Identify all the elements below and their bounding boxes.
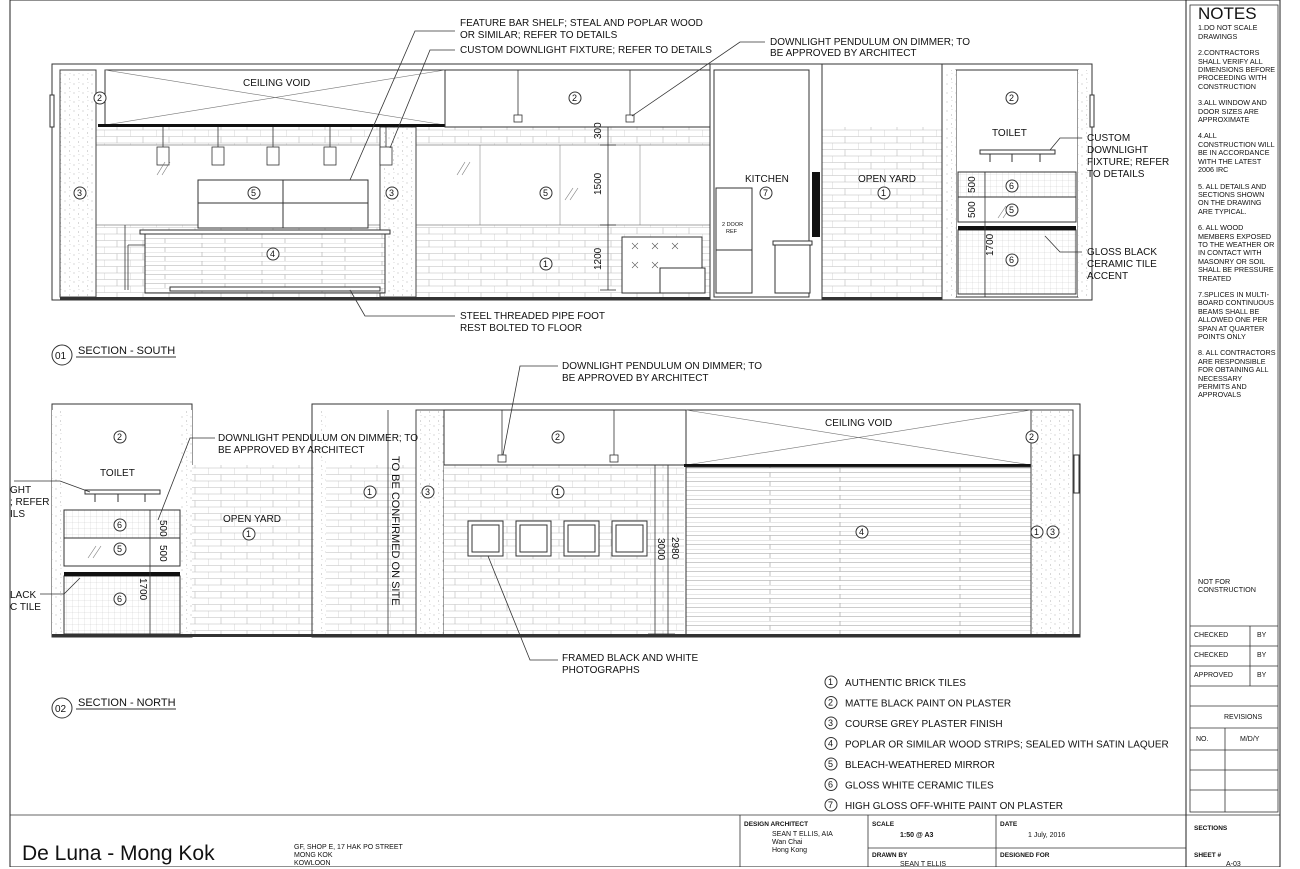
tag bbox=[1047, 526, 1059, 538]
tag bbox=[540, 258, 552, 270]
callout-gloss-1: GLOSS BLACK bbox=[1087, 247, 1158, 258]
architect-name: SEAN T ELLIS, AIA bbox=[772, 831, 833, 838]
dim-south-5: 500 bbox=[967, 201, 978, 218]
approved-label: APPROVED bbox=[1194, 672, 1233, 679]
dim-south-1: 300 bbox=[593, 122, 604, 139]
tag bbox=[422, 486, 434, 498]
by-label-3: BY bbox=[1257, 672, 1267, 679]
revision-no-label: NO. bbox=[1196, 736, 1209, 743]
section-south-title: SECTION - SOUTH bbox=[78, 345, 176, 357]
callout-custom-2: DOWNLIGHT bbox=[1087, 145, 1149, 156]
dim-north-4: 3000 bbox=[655, 538, 666, 561]
note-7: 7.SPLICES IN MULTI-BOARD CONTINUOUS BEAMS SHALL BE ALLOWED ONE PER SPAN AT QUARTER POINTS ONLY bbox=[1198, 289, 1274, 341]
architect-region: Hong Kong bbox=[772, 847, 808, 854]
svg-text:3: 3 bbox=[77, 188, 83, 198]
materials-legend bbox=[825, 676, 1169, 812]
tag bbox=[1006, 204, 1018, 216]
label-open-yard-north: OPEN YARD bbox=[223, 514, 281, 525]
address-line-1: GF, SHOP E, 17 HAK PO STREET bbox=[294, 844, 403, 851]
note-8: 8. ALL CONTRACTORS ARE RESPONSIBLE FOR OBTAINING ALL NECESSARY PERMITS AND APPROVALS bbox=[1198, 348, 1276, 400]
callout-gloss-3: ACCENT bbox=[1087, 271, 1129, 282]
sheet-number: A-03 bbox=[1226, 861, 1241, 868]
tag bbox=[114, 593, 126, 605]
designed-for-label: DESIGNED FOR bbox=[1000, 852, 1050, 859]
label-kitchen: KITCHEN bbox=[745, 174, 789, 185]
dim-north-5: 2980 bbox=[669, 537, 680, 560]
revisions-label: REVISIONS bbox=[1224, 714, 1263, 721]
svg-text:4: 4 bbox=[270, 249, 276, 259]
legend-item-number: 7 bbox=[828, 800, 834, 810]
svg-text:3: 3 bbox=[425, 487, 431, 497]
section-north-number: 02 bbox=[55, 704, 67, 715]
dim-south-4: 500 bbox=[967, 176, 978, 193]
svg-text:7: 7 bbox=[763, 188, 769, 198]
drawn-by-label: DRAWN BY bbox=[872, 852, 908, 859]
legend-item-number: 5 bbox=[828, 759, 834, 769]
svg-text:2: 2 bbox=[1009, 93, 1015, 103]
legend-item-number: 4 bbox=[828, 738, 834, 749]
svg-text:1: 1 bbox=[1034, 527, 1040, 537]
legend-item bbox=[825, 676, 966, 689]
notes-title: NOTES bbox=[1198, 4, 1257, 23]
legend-item-label: AUTHENTIC BRICK TILES bbox=[845, 678, 966, 689]
section-north-label bbox=[52, 697, 176, 718]
tag bbox=[1006, 180, 1018, 192]
callout-cut-1: GHT bbox=[10, 485, 32, 496]
legend-item-label: POPLAR OR SIMILAR WOOD STRIPS; SEALED WITH SATIN LAQUER bbox=[845, 739, 1169, 751]
label-fridge-1: 2 DOOR bbox=[722, 222, 744, 228]
checked-label-2: CHECKED bbox=[1194, 652, 1229, 659]
tag bbox=[1006, 254, 1018, 266]
callout-north-pendulum-2: BE APPROVED BY ARCHITECT bbox=[218, 445, 365, 456]
sections-label: SECTIONS bbox=[1194, 825, 1228, 832]
tag bbox=[364, 486, 376, 498]
callout-photos-1: FRAMED BLACK AND WHITE bbox=[562, 653, 699, 664]
svg-text:1: 1 bbox=[555, 487, 561, 497]
legend-item-label: GLOSS WHITE CERAMIC TILES bbox=[845, 780, 994, 792]
svg-text:5: 5 bbox=[117, 544, 123, 554]
label-ceiling-void-north: CEILING VOID bbox=[825, 418, 893, 429]
tag bbox=[74, 187, 86, 199]
section-north bbox=[52, 404, 1080, 637]
date-label: DATE bbox=[1000, 821, 1018, 828]
notes-panel bbox=[1198, 4, 1276, 408]
not-for-construction: NOT FOR CONSTRUCTION bbox=[1198, 577, 1256, 595]
callout-fixture: CUSTOM DOWNLIGHT FIXTURE; REFER TO DETAILS bbox=[460, 45, 712, 56]
tag bbox=[552, 486, 564, 498]
svg-text:1: 1 bbox=[881, 188, 887, 198]
label-ceiling-void: CEILING VOID bbox=[243, 78, 311, 89]
callout-north-pendulum2-2: BE APPROVED BY ARCHITECT bbox=[562, 373, 709, 384]
legend-item bbox=[825, 697, 1011, 710]
svg-text:5: 5 bbox=[1009, 205, 1015, 215]
legend-item-number: 3 bbox=[828, 718, 834, 728]
callout-gloss-2: CERAMIC TILE bbox=[1087, 259, 1157, 270]
callout-custom-4: TO DETAILS bbox=[1087, 169, 1145, 180]
legend-item-label: HIGH GLOSS OFF-WHITE PAINT ON PLASTER bbox=[845, 801, 1063, 812]
legend-item-label: COURSE GREY PLASTER FINISH bbox=[845, 719, 1003, 730]
note-3: 3.ALL WINDOW AND DOOR SIZES ARE APPROXIMATE bbox=[1198, 98, 1267, 125]
svg-text:1: 1 bbox=[246, 529, 252, 539]
svg-text:1: 1 bbox=[543, 259, 549, 269]
callout-cut-5: C TILE bbox=[10, 602, 41, 613]
callout-shelf-2: OR SIMILAR; REFER TO DETAILS bbox=[460, 30, 618, 41]
by-label-2: BY bbox=[1257, 652, 1267, 659]
svg-text:6: 6 bbox=[117, 594, 123, 604]
by-label-1: BY bbox=[1257, 632, 1267, 639]
note-4: 4.ALL CONSTRUCTION WILL BE IN ACCORDANCE WITH THE LATEST 2006 IRC bbox=[1198, 131, 1275, 175]
legend-item-number: 2 bbox=[828, 697, 834, 708]
svg-text:2: 2 bbox=[572, 93, 578, 103]
tag bbox=[267, 248, 279, 260]
dim-south-3: 1200 bbox=[593, 247, 604, 270]
tag bbox=[243, 528, 255, 540]
dim-south-2: 1500 bbox=[593, 172, 604, 195]
tag bbox=[569, 92, 581, 104]
note-1: 1.DO NOT SCALE DRAWINGS bbox=[1198, 23, 1258, 41]
tag bbox=[114, 431, 126, 443]
section-south-number: 01 bbox=[55, 351, 67, 362]
callout-pendulum-2: BE APPROVED BY ARCHITECT bbox=[770, 48, 917, 59]
callout-cut-3: ILS bbox=[10, 509, 26, 520]
legend-item-number: 6 bbox=[828, 779, 834, 790]
callout-cut-4: LACK bbox=[10, 590, 37, 601]
svg-text:1: 1 bbox=[367, 487, 373, 497]
legend-item bbox=[825, 717, 1003, 730]
scale-label: SCALE bbox=[872, 821, 895, 828]
tag bbox=[114, 543, 126, 555]
callout-shelf-1: FEATURE BAR SHELF; STEAL AND POPLAR WOOD bbox=[460, 18, 703, 29]
svg-text:2: 2 bbox=[97, 93, 103, 103]
label-open-yard: OPEN YARD bbox=[858, 174, 916, 185]
label-toilet: TOILET bbox=[992, 128, 1027, 139]
legend-item bbox=[825, 799, 1063, 812]
svg-text:3: 3 bbox=[389, 188, 395, 198]
note-6: 6. ALL WOOD MEMBERS EXPOSED TO THE WEATHER OR IN CONTACT WITH MASONRY OR SOIL SHALL BE PRESSURE TREATED bbox=[1198, 223, 1275, 283]
architect-city: Wan Chai bbox=[772, 839, 803, 846]
address-line-3: KOWLOON bbox=[294, 860, 331, 867]
section-south-label bbox=[52, 345, 176, 365]
checked-label-1: CHECKED bbox=[1194, 632, 1229, 639]
tag bbox=[1006, 92, 1018, 104]
legend-item bbox=[825, 779, 994, 792]
callout-north-pendulum-1: DOWNLIGHT PENDULUM ON DIMMER; TO bbox=[218, 433, 419, 444]
address-line-2: MONG KOK bbox=[294, 852, 333, 859]
label-to-be-confirmed: TO BE CONFIRMED ON SITE bbox=[389, 456, 401, 606]
section-north-title: SECTION - NORTH bbox=[78, 697, 176, 709]
tag bbox=[760, 187, 772, 199]
note-5: 5. ALL DETAILS AND SECTIONS SHOWN ON THE DRAWING ARE TYPICAL. bbox=[1198, 181, 1267, 216]
project-title: De Luna - Mong Kok bbox=[22, 842, 215, 865]
label-fridge-2: REF bbox=[726, 229, 737, 235]
callout-pipe-1: STEEL THREADED PIPE FOOT bbox=[460, 311, 606, 322]
svg-text:6: 6 bbox=[1009, 181, 1015, 191]
sheet-label: SHEET # bbox=[1194, 852, 1222, 859]
tag bbox=[386, 187, 398, 199]
tag bbox=[540, 187, 552, 199]
note-2: 2.CONTRACTORS SHALL VERIFY ALL DIMENSIONS BEFORE PROCEEDING WITH CONSTRUCTION bbox=[1198, 48, 1276, 91]
tag bbox=[114, 519, 126, 531]
revision-date-label: M/D/Y bbox=[1240, 736, 1260, 743]
dim-north-1: 500 bbox=[157, 520, 168, 537]
svg-text:6: 6 bbox=[1009, 255, 1015, 265]
legend-item-label: BLEACH-WEATHERED MIRROR bbox=[845, 760, 995, 771]
dim-north-3: 1700 bbox=[137, 578, 148, 601]
tag bbox=[94, 92, 106, 104]
callout-custom-3: FIXTURE; REFER bbox=[1087, 157, 1170, 168]
design-architect-label: DESIGN ARCHITECT bbox=[744, 821, 809, 828]
svg-text:4: 4 bbox=[859, 527, 865, 537]
dim-south-6: 1700 bbox=[985, 233, 996, 256]
svg-text:5: 5 bbox=[251, 188, 257, 198]
callout-pendulum-1: DOWNLIGHT PENDULUM ON DIMMER; TO bbox=[770, 37, 971, 48]
legend-item-number: 1 bbox=[828, 677, 834, 687]
tag bbox=[856, 526, 868, 538]
date-value: 1 July, 2016 bbox=[1028, 832, 1066, 839]
callout-north-pendulum2-1: DOWNLIGHT PENDULUM ON DIMMER; TO bbox=[562, 361, 763, 372]
tag bbox=[878, 187, 890, 199]
svg-text:3: 3 bbox=[1050, 527, 1056, 537]
scale-value: 1:50 @ A3 bbox=[900, 832, 934, 839]
tag bbox=[248, 187, 260, 199]
label-toilet-north: TOILET bbox=[100, 468, 135, 479]
callout-cut-2: ; REFER bbox=[10, 497, 50, 508]
legend-item-label: MATTE BLACK PAINT ON PLASTER bbox=[845, 698, 1012, 710]
callout-custom-1: CUSTOM bbox=[1087, 133, 1131, 144]
svg-text:2: 2 bbox=[1029, 432, 1035, 442]
svg-text:2: 2 bbox=[555, 432, 561, 442]
svg-text:6: 6 bbox=[117, 520, 123, 530]
tag bbox=[1026, 431, 1038, 443]
callout-photos-2: PHOTOGRAPHS bbox=[562, 665, 640, 676]
tag bbox=[1031, 526, 1043, 538]
legend-item bbox=[825, 738, 1169, 751]
svg-text:5: 5 bbox=[543, 188, 549, 198]
svg-text:2: 2 bbox=[117, 432, 123, 442]
callout-pipe-2: REST BOLTED TO FLOOR bbox=[460, 323, 583, 334]
tag bbox=[552, 431, 564, 443]
drawn-by-value: SEAN T ELLIS bbox=[900, 861, 947, 868]
legend-item bbox=[825, 758, 995, 771]
dim-north-2: 500 bbox=[157, 545, 168, 562]
